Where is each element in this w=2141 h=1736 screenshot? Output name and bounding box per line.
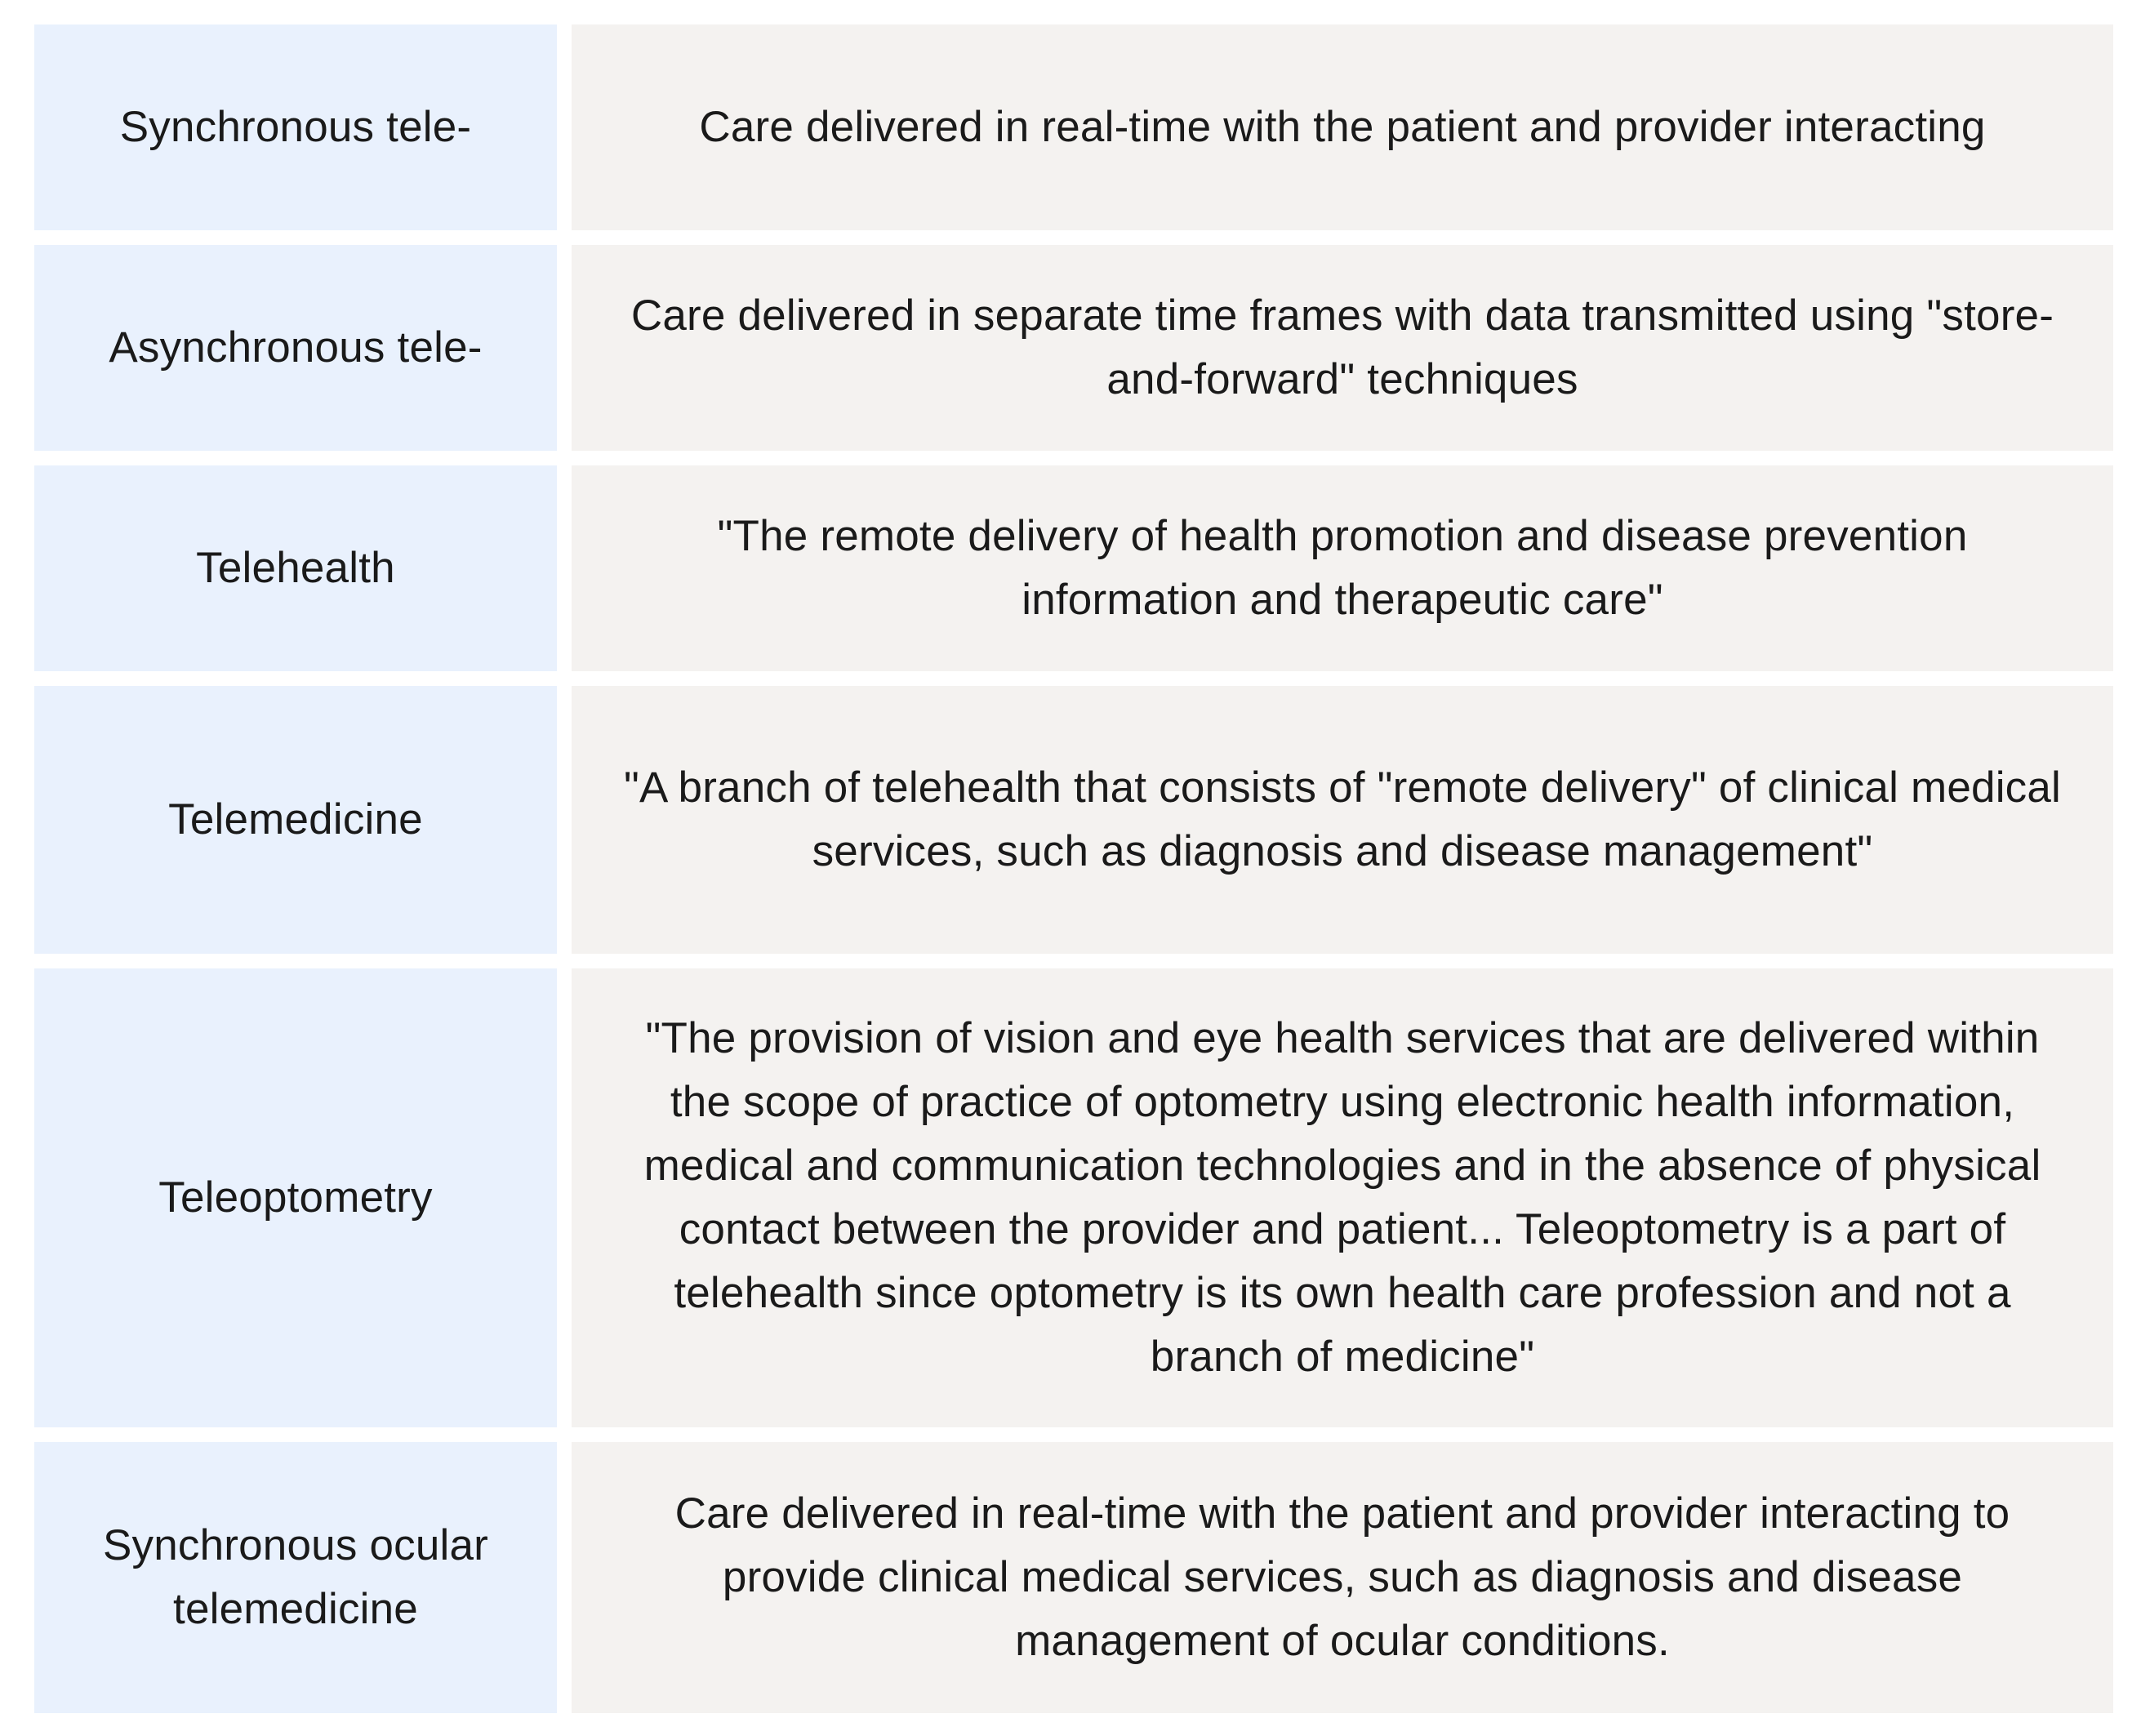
definitions-table bbox=[34, 24, 2113, 1713]
term-telehealth: Telehealth bbox=[196, 544, 395, 592]
term-synchronous-ocular-telemedicine: Synchronous ocular telemedicine bbox=[102, 1521, 489, 1633]
definition-cell bbox=[572, 686, 2113, 954]
term-cell bbox=[34, 968, 557, 1427]
definition-cell bbox=[572, 1442, 2113, 1713]
definition-cell bbox=[572, 24, 2113, 230]
term-cell bbox=[34, 465, 557, 671]
term-synchronous-tele: Synchronous tele- bbox=[119, 103, 472, 151]
definition-cell bbox=[572, 245, 2113, 451]
definition-cell bbox=[572, 465, 2113, 671]
definition-telemedicine: "A branch of telehealth that consists of "remote delivery" of clinical medical services, such as diagnosis and disease management" bbox=[623, 763, 2062, 875]
term-telemedicine: Telemedicine bbox=[168, 795, 423, 844]
term-cell bbox=[34, 245, 557, 451]
definition-cell bbox=[572, 968, 2113, 1427]
definition-telehealth: "The remote delivery of health promotion and disease prevention information and therapeutic care" bbox=[717, 512, 1968, 624]
term-cell bbox=[34, 24, 557, 230]
definition-asynchronous-tele: Care delivered in separate time frames with data transmitted using "store-and-forward" techniques bbox=[630, 292, 2054, 403]
term-cell bbox=[34, 686, 557, 954]
definition-synchronous-tele: Care delivered in real-time with the patient and provider interacting bbox=[699, 103, 1986, 151]
term-asynchronous-tele: Asynchronous tele- bbox=[109, 323, 483, 372]
definition-synchronous-ocular-telemedicine: Care delivered in real-time with the patient and provider interacting to provide clinical medical services, such as diagnosis and disease management of ocular conditions. bbox=[674, 1489, 2010, 1665]
term-cell bbox=[34, 1442, 557, 1713]
term-teleoptometry: Teleoptometry bbox=[158, 1173, 433, 1222]
definition-teleoptometry: "The provision of vision and eye health services that are delivered within the scope of practice of optometry using electronic health information, medical and communication technologies and in the absence of physical contact between the provider and patient... Teleoptometry is a part of telehealth since optometry is its own health care profession and not a branch of medicine" bbox=[643, 1014, 2041, 1381]
